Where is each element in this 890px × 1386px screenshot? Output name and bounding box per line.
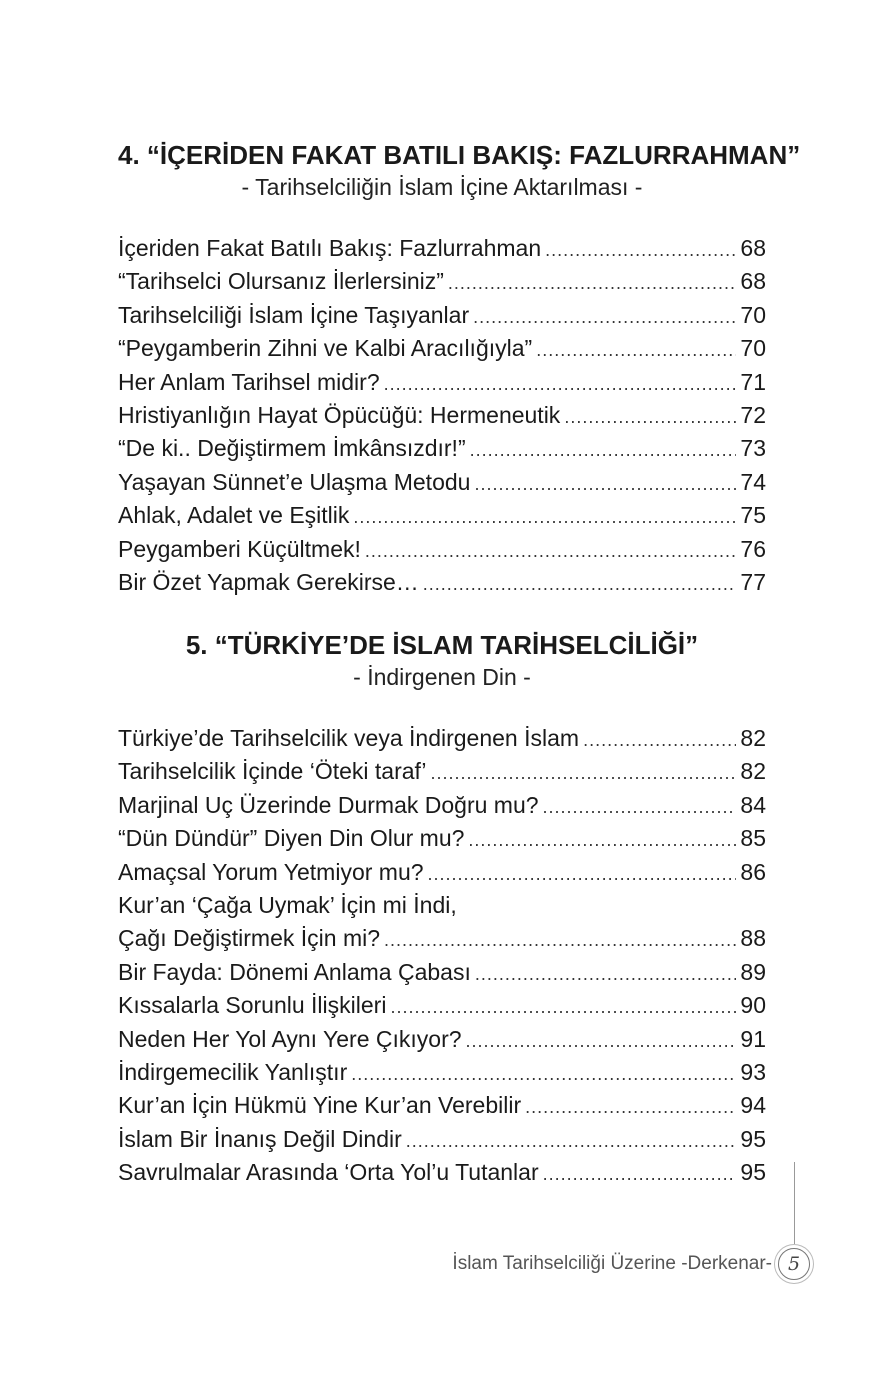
toc-entry-title: Marjinal Uç Üzerinde Durmak Doğru mu? — [118, 791, 539, 818]
page-footer — [452, 1244, 810, 1284]
dot-leader — [545, 234, 736, 267]
dot-leader — [468, 824, 736, 857]
toc-entry-page: 77 — [740, 568, 766, 595]
toc-entry — [118, 989, 766, 1022]
toc-entry — [118, 399, 766, 432]
section-heading: 4. “İÇERİDEN FAKAT BATILI BAKIŞ: FAZLURRAHMAN” — [118, 140, 801, 170]
toc-entry-page: 73 — [740, 435, 766, 462]
page-number-badge: 5 — [778, 1248, 810, 1280]
toc-entry — [118, 499, 766, 532]
toc-entry-page: 76 — [740, 535, 766, 562]
running-title: İslam Tarihselciliği Üzerine -Derkenar- — [452, 1253, 772, 1274]
footer-divider — [794, 1162, 795, 1244]
toc-entry-page: 68 — [740, 268, 766, 295]
toc-entry-title: Bir Fayda: Dönemi Anlama Çabası — [118, 958, 471, 985]
toc-entry-page: 93 — [740, 1058, 766, 1085]
toc-entry-title: Her Anlam Tarihsel midir? — [118, 368, 380, 395]
toc-entry-title: Yaşayan Sünnet’e Ulaşma Metodu — [118, 468, 471, 495]
toc-list — [118, 232, 766, 599]
toc-entry — [118, 822, 766, 855]
toc-entry-title: “Tarihselci Olursanız İlerlersiniz” — [118, 268, 444, 295]
dot-leader — [473, 301, 736, 334]
toc-entry-page: 70 — [740, 301, 766, 328]
dot-leader — [525, 1091, 736, 1124]
toc-entry — [118, 789, 766, 822]
dot-leader — [564, 401, 736, 434]
toc-entry-title: “Dün Dündür” Diyen Din Olur mu? — [118, 825, 465, 852]
dot-leader — [448, 267, 736, 300]
toc-entry-page: 82 — [740, 725, 766, 751]
toc-entry-title: İslam Bir İnanış Değil Dindir — [118, 1125, 402, 1152]
toc-entry — [118, 466, 766, 499]
toc-entry — [118, 856, 766, 889]
toc-entry — [118, 755, 766, 788]
dot-leader — [390, 991, 736, 1024]
dot-leader — [428, 858, 737, 891]
toc-entry — [118, 299, 766, 332]
toc-entry — [118, 922, 766, 955]
toc-entry-title: Savrulmalar Arasında ‘Orta Yol’u Tutanlar — [118, 1159, 539, 1186]
toc-entry-page: 94 — [740, 1092, 766, 1119]
dot-leader — [430, 757, 736, 790]
dot-leader — [384, 368, 737, 401]
dot-leader — [353, 501, 736, 534]
section-heading: 5. “TÜRKİYE’DE İSLAM TARİHSELCİLİĞİ” — [185, 630, 699, 660]
toc-entry-page: 91 — [740, 1025, 766, 1052]
toc-entry-title: Peygamberi Küçültmek! — [118, 535, 361, 562]
toc-entry-page: 82 — [740, 758, 766, 785]
toc-entry-page: 85 — [740, 825, 766, 852]
toc-entry-page: 68 — [740, 235, 766, 261]
toc-entry-title: Tarihselciliği İslam İçine Taşıyanlar — [118, 301, 470, 328]
toc-entry — [118, 1089, 766, 1122]
toc-entry — [118, 432, 766, 465]
toc-entry-title: Neden Her Yol Aynı Yere Çıkıyor? — [118, 1025, 462, 1052]
toc-entry — [118, 1056, 766, 1089]
toc-entry — [118, 366, 766, 399]
toc-entry-page: 75 — [740, 502, 766, 529]
toc-entry — [118, 1023, 766, 1056]
dot-leader — [474, 468, 736, 501]
dot-leader — [384, 924, 736, 957]
dot-leader — [470, 434, 737, 467]
toc-entry-page: 70 — [740, 335, 766, 362]
toc-entry-title: İçeriden Fakat Batılı Bakış: Fazlurrahman — [118, 235, 542, 261]
toc-entry-title: Çağı Değiştirmek İçin mi? — [118, 925, 381, 952]
toc-section-4 — [118, 138, 801, 599]
toc-entry-title: “Peygamberin Zihni ve Kalbi Aracılığıyla” — [118, 335, 533, 362]
toc-section-5 — [118, 628, 766, 1189]
toc-entry — [118, 722, 766, 755]
toc-entry-title: Türkiye’de Tarihselcilik veya İndirgenen İslam — [118, 725, 580, 751]
toc-entry-page: 95 — [740, 1159, 766, 1186]
dot-leader — [536, 334, 736, 367]
toc-entry-title: Amaçsal Yorum Yetmiyor mu? — [118, 858, 424, 885]
dot-leader — [475, 958, 737, 991]
dot-leader — [423, 568, 737, 601]
dot-leader — [351, 1058, 736, 1091]
toc-entry — [118, 566, 766, 599]
toc-entry-title: Kur’an İçin Hükmü Yine Kur’an Verebilir — [118, 1092, 522, 1119]
toc-entry-title: Bir Özet Yapmak Gerekirse… — [118, 568, 419, 595]
toc-entry — [118, 956, 766, 989]
toc-entry-page: 89 — [740, 958, 766, 985]
toc-entry-page: 72 — [740, 401, 766, 428]
toc-entry — [118, 1123, 766, 1156]
dot-leader — [543, 791, 737, 824]
toc-entry — [118, 533, 766, 566]
toc-list — [118, 722, 766, 1189]
toc-entry — [118, 265, 766, 298]
section-subheading: - Tarihselciliğin İslam İçine Aktarılması - — [241, 174, 643, 200]
toc-entry — [118, 232, 766, 265]
toc-entry-page: 84 — [740, 791, 766, 818]
toc-entry-page: 88 — [740, 925, 766, 952]
dot-leader — [583, 724, 736, 757]
toc-entry-title: Hristiyanlığın Hayat Öpücüğü: Hermeneutik — [118, 401, 561, 428]
toc-entry — [118, 889, 766, 922]
toc-entry-title: “De ki.. Değiştirmem İmkânsızdır!” — [118, 435, 466, 462]
toc-entry-page: 86 — [740, 858, 766, 885]
section-subheading: - İndirgenen Din - — [353, 664, 531, 690]
toc-entry-title: Ahlak, Adalet ve Eşitlik — [118, 502, 350, 529]
dot-leader — [543, 1158, 737, 1191]
dot-leader — [365, 535, 737, 568]
toc-entry-title: Tarihselcilik İçinde ‘Öteki taraf’ — [118, 758, 427, 785]
toc-entry-title: Kur’an ‘Çağa Uymak’ İçin mi İndi, — [118, 891, 457, 918]
toc-entry-page: 95 — [740, 1125, 766, 1152]
toc-entry-page: 71 — [740, 368, 766, 395]
toc-entry-page: 90 — [740, 992, 766, 1019]
dot-leader — [406, 1125, 737, 1158]
toc-entry — [118, 332, 766, 365]
toc-entry-title: Kıssalarla Sorunlu İlişkileri — [118, 992, 387, 1019]
toc-entry — [118, 1156, 766, 1189]
toc-entry-page: 74 — [740, 468, 766, 495]
dot-leader — [466, 1025, 737, 1058]
toc-entry-title: İndirgemecilik Yanlıştır — [118, 1058, 348, 1085]
